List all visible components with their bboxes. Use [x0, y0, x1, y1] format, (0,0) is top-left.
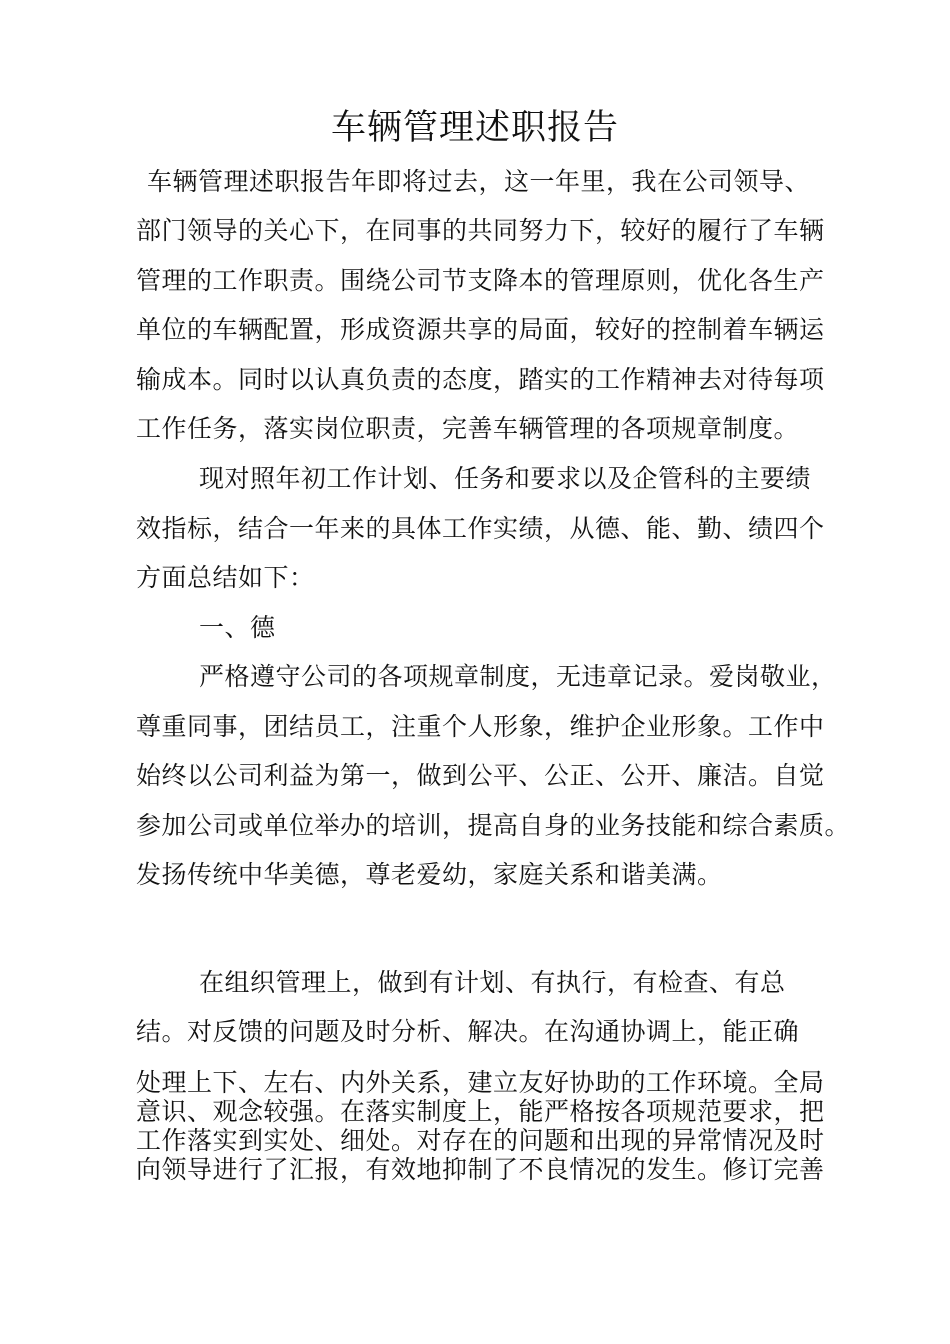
paragraph-1-line-3: 管理的工作职责。围绕公司节支降本的管理原则，优化各生产: [136, 266, 825, 295]
paragraph-1-line-2: 部门领导的关心下，在同事的共同努力下，较好的履行了车辆: [136, 216, 825, 245]
paragraph-3-line-2: 尊重同事，团结员工，注重个人形象，维护企业形象。工作中: [136, 712, 825, 741]
paragraph-4-line-1: 在组织管理上，做到有计划、有执行，有检查、有总: [199, 968, 786, 997]
paragraph-4-line-4: 意识、观念较强。在落实制度上，能严格按各项规范要求，把: [136, 1097, 825, 1126]
paragraph-3-line-4: 参加公司或单位举办的培训，提高自身的业务技能和综合素质。: [136, 811, 851, 840]
paragraph-4-line-2: 结。对反馈的问题及时分析、解决。在沟通协调上，能正确: [136, 1017, 800, 1046]
paragraph-3-line-3: 始终以公司利益为第一，做到公平、公正、公开、廉洁。自觉: [136, 761, 825, 790]
paragraph-4-line-3: 处理上下、左右、内外关系，建立友好协助的工作环境。全局: [136, 1068, 825, 1097]
paragraph-3-line-1: 严格遵守公司的各项规章制度，无违章记录。爱岗敬业，: [199, 662, 837, 691]
section-heading-de: 一、德: [199, 613, 276, 642]
paragraph-3-line-5: 发扬传统中华美德，尊老爱幼，家庭关系和谐美满。: [136, 860, 723, 889]
paragraph-1-line-1: 车辆管理述职报告年即将过去，这一年里，我在公司领导、: [147, 167, 811, 196]
paragraph-2-line-3: 方面总结如下：: [136, 563, 315, 592]
paragraph-2-line-2: 效指标，结合一年来的具体工作实绩，从德、能、勤、绩四个: [136, 514, 825, 543]
paragraph-1-line-6: 工作任务，落实岗位职责，完善车辆管理的各项规章制度。: [136, 414, 800, 443]
paragraph-2-line-1: 现对照年初工作计划、任务和要求以及企管科的主要绩: [199, 464, 812, 493]
paragraph-4-line-5: 工作落实到实处、细处。对存在的问题和出现的异常情况及时: [136, 1126, 825, 1155]
paragraph-4-line-6: 向领导进行了汇报，有效地抑制了不良情况的发生。修订完善: [136, 1155, 825, 1184]
paragraph-1-line-4: 单位的车辆配置，形成资源共享的局面，较好的控制着车辆运: [136, 315, 825, 344]
document-title: 车辆管理述职报告: [330, 108, 619, 148]
paragraph-1-line-5: 输成本。同时以认真负责的态度，踏实的工作精神去对待每项: [136, 365, 825, 394]
